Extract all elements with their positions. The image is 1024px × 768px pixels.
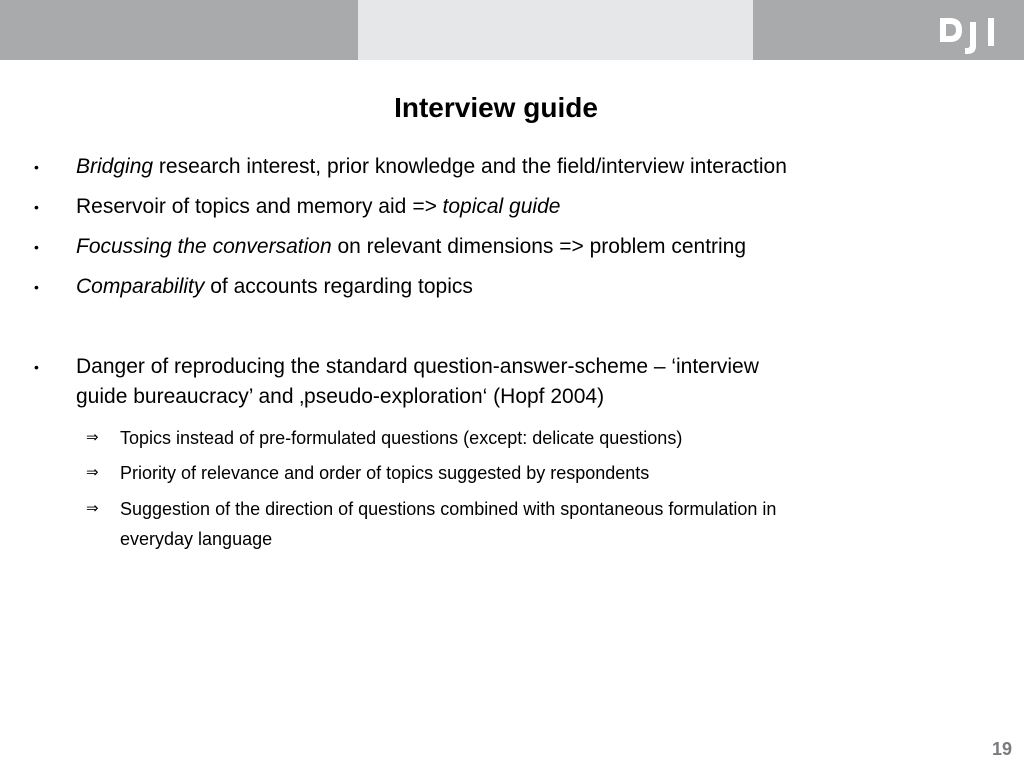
bullet-marker: • bbox=[34, 279, 39, 295]
sub-bullet-text bbox=[120, 494, 970, 554]
sub-bullet-line-1: Suggestion of the direction of questions combined with spontaneous formulation in bbox=[120, 499, 777, 519]
bullet-marker: • bbox=[34, 199, 39, 215]
arrow-icon: ⇒ bbox=[86, 464, 99, 481]
arrow-icon: ⇒ bbox=[86, 500, 99, 517]
bullet-marker: • bbox=[34, 359, 39, 375]
page-number: 19 bbox=[991, 739, 1012, 759]
header-bar bbox=[0, 0, 1024, 60]
dji-logo bbox=[936, 8, 1006, 56]
dji-logo-icon bbox=[936, 8, 1006, 56]
bullet-marker: • bbox=[34, 159, 39, 175]
sub-bullet-text: Topics instead of pre-formulated questions (except: delicate questions) bbox=[120, 428, 683, 448]
bullet-text bbox=[76, 192, 976, 222]
bullet-text bbox=[76, 152, 976, 182]
bullet-body: on relevant dimensions => problem centring bbox=[331, 235, 747, 258]
bullet-body: Reservoir of topics and memory aid bbox=[76, 195, 413, 218]
bullet-emphasis: Bridging bbox=[76, 155, 154, 178]
bullet-text bbox=[76, 352, 976, 412]
bullet-body: of accounts regarding topics bbox=[204, 275, 473, 298]
bullet-text bbox=[76, 272, 976, 302]
arrow-icon: ⇒ bbox=[86, 429, 99, 446]
bullet-emphasis: Comparability bbox=[76, 275, 205, 298]
sub-bullet-text: Priority of relevance and order of topics suggested by respondents bbox=[120, 463, 650, 483]
bullet-marker: • bbox=[34, 239, 39, 255]
bullet-emphasis: Focussing the conversation bbox=[76, 235, 332, 258]
bullet-line-2: guide bureaucracy’ and ‚pseudo-exploration‘ (Hopf 2004) bbox=[76, 385, 605, 408]
bullet-emphasis: => topical guide bbox=[412, 195, 561, 218]
sub-bullet-line-2: everyday language bbox=[120, 529, 273, 549]
slide-title: Interview guide bbox=[394, 92, 598, 123]
header-middle-block bbox=[358, 0, 753, 60]
bullet-body: research interest, prior knowledge and the field/interview interaction bbox=[153, 155, 787, 178]
bullet-text bbox=[76, 232, 976, 262]
header-left-block bbox=[0, 0, 358, 60]
bullet-line-1: Danger of reproducing the standard question-answer-scheme – ‘interview bbox=[76, 355, 759, 378]
